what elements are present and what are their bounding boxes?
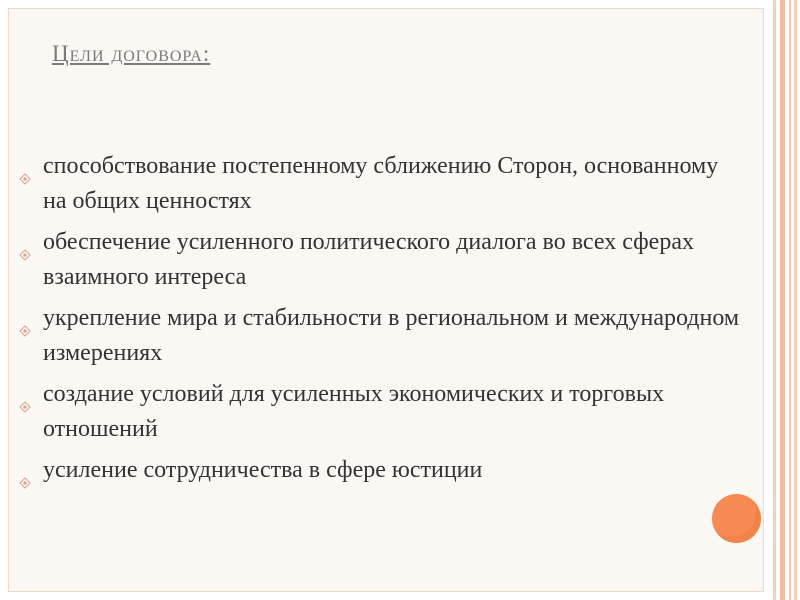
ornamental-bullet-icon xyxy=(19,161,31,173)
ornamental-bullet-icon xyxy=(19,237,31,249)
orange-circle xyxy=(712,494,761,543)
list-item xyxy=(18,377,743,447)
stripe xyxy=(780,0,785,600)
bullet-text: способствование постепенному сближению Сторон, основанному на общих ценностях xyxy=(43,153,719,214)
ornamental-bullet-icon xyxy=(19,389,31,401)
list-item xyxy=(18,149,743,219)
list-item xyxy=(18,225,743,295)
ornamental-bullet-icon xyxy=(19,313,31,325)
decorative-stripes xyxy=(770,0,800,600)
stripe xyxy=(789,0,791,600)
bullet-text: создание условий для усиленных экономических и торговых отношений xyxy=(43,381,665,442)
list-item xyxy=(18,301,743,371)
stripe xyxy=(773,0,776,600)
stripe xyxy=(794,0,797,600)
ornamental-bullet-icon xyxy=(19,465,31,477)
bullet-list xyxy=(18,149,743,494)
bullet-text: обеспечение усиленного политического диалога во всех сферах взаимного интереса xyxy=(43,229,694,290)
bullet-text: усиление сотрудничества в сфере юстиции xyxy=(43,457,483,483)
list-item xyxy=(18,453,743,488)
bullet-text: укрепление мира и стабильности в региональном и международном измерениях xyxy=(43,305,740,366)
slide-title: Цели договора: xyxy=(52,41,211,66)
